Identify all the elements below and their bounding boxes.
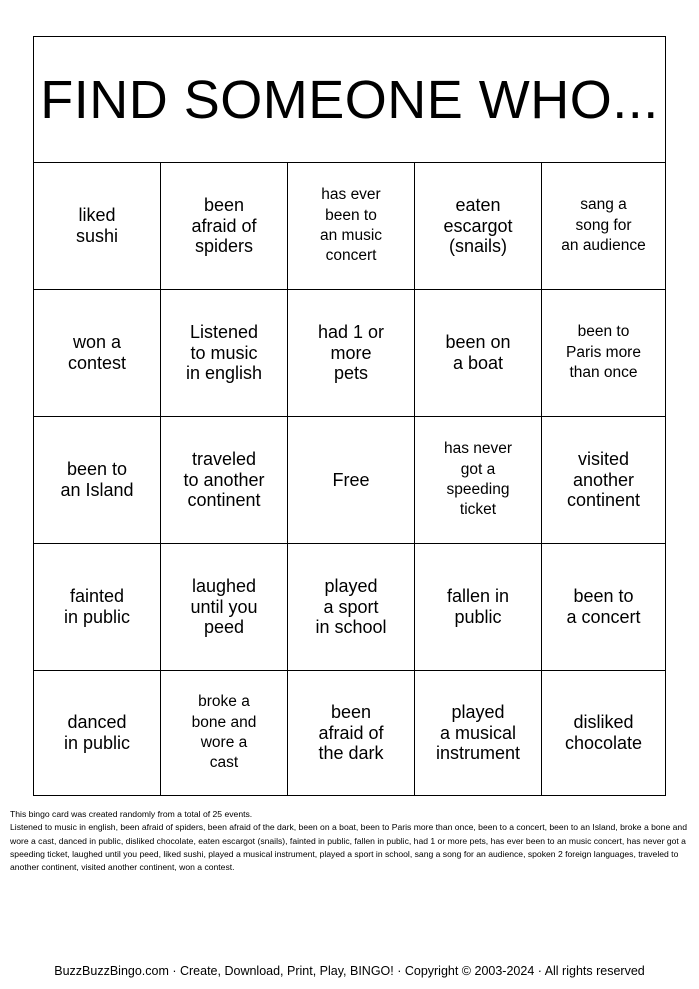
bingo-cell bbox=[542, 671, 665, 795]
events-list: Listened to music in english, been afraid of spiders, been afraid of the dark, been on a boat, been to Paris more than once, been to a concert, been to an Island, broke a bone and wore a cast, danced in public, disliked chocolate, eaten escargot (snails), fainted in public, fallen in public, had 1 or more pets, has ever been to an music concert, has never got a speeding ticket, laughed until you peed, liked sushi, played a musical instrument, played a sport in school, sang a song for an audience, spoken 2 foreign languages, traveled to another continent, visited another continent, won a contest. bbox=[10, 822, 687, 873]
bingo-cell bbox=[34, 163, 161, 290]
card-description bbox=[10, 808, 688, 875]
bingo-cell bbox=[542, 417, 665, 544]
bingo-cell-text: been to an Island bbox=[60, 459, 134, 500]
bingo-cell bbox=[542, 544, 665, 671]
bingo-cell-text: liked sushi bbox=[75, 205, 119, 246]
bingo-cell-text: disliked chocolate bbox=[564, 712, 643, 753]
bingo-cell-text: traveled to another continent bbox=[183, 448, 265, 511]
bingo-card bbox=[33, 36, 666, 796]
bingo-cell bbox=[415, 290, 542, 417]
site-footer[interactable]: BuzzBuzzBingo.com · Create, Download, Print, Play, BINGO! · Copyright © 2003-2024 · All rights reserved bbox=[54, 964, 645, 978]
bingo-cell-text: been to Paris more than once bbox=[566, 323, 641, 382]
bingo-grid bbox=[34, 163, 665, 795]
bingo-cell-text: has never got a speeding ticket bbox=[443, 440, 513, 519]
bingo-cell bbox=[161, 290, 288, 417]
bingo-cell bbox=[161, 671, 288, 795]
bingo-cell-text: laughed until you peed bbox=[190, 575, 258, 638]
bingo-cell-text: broke a bone and wore a cast bbox=[191, 693, 257, 772]
bingo-cell bbox=[161, 417, 288, 544]
bingo-cell-text: been to a concert bbox=[566, 586, 641, 627]
card-title: FIND SOMEONE WHO... bbox=[40, 69, 659, 130]
bingo-cell-text: played a sport in school bbox=[315, 575, 387, 638]
bingo-cell bbox=[415, 544, 542, 671]
bingo-cell-text: eaten escargot (snails) bbox=[443, 194, 513, 257]
bingo-cell-text: won a contest bbox=[67, 332, 127, 373]
bingo-cell bbox=[34, 671, 161, 795]
bingo-cell-text: played a musical instrument bbox=[435, 701, 521, 764]
bingo-cell-text: fainted in public bbox=[63, 586, 131, 627]
bingo-cell bbox=[415, 163, 542, 290]
bingo-cell bbox=[288, 290, 415, 417]
events-intro: This bingo card was created randomly from a total of 25 events. bbox=[10, 809, 253, 819]
bingo-cell-text: been on a boat bbox=[445, 332, 511, 373]
bingo-cell-text: visited another continent bbox=[566, 448, 641, 511]
bingo-cell-text: Listened to music in english bbox=[185, 321, 263, 384]
bingo-cell-text: has ever been to an music concert bbox=[319, 186, 383, 265]
bingo-cell bbox=[542, 163, 665, 290]
bingo-cell-text: Free bbox=[332, 469, 370, 490]
bingo-cell bbox=[161, 544, 288, 671]
bingo-cell bbox=[34, 290, 161, 417]
bingo-cell-text: had 1 or more pets bbox=[317, 321, 385, 384]
bingo-cell bbox=[288, 544, 415, 671]
bingo-cell-text: danced in public bbox=[63, 712, 131, 753]
bingo-cell-text: been afraid of spiders bbox=[191, 194, 257, 257]
bingo-cell bbox=[542, 290, 665, 417]
card-title-cell bbox=[34, 37, 665, 163]
bingo-cell bbox=[415, 417, 542, 544]
bingo-cell bbox=[161, 163, 288, 290]
bingo-cell-text: been afraid of the dark bbox=[318, 701, 384, 764]
bingo-cell bbox=[288, 417, 415, 544]
bingo-cell-text: fallen in public bbox=[446, 586, 510, 627]
bingo-cell bbox=[34, 417, 161, 544]
bingo-cell bbox=[415, 671, 542, 795]
bingo-cell bbox=[34, 544, 161, 671]
bingo-cell-text: sang a song for an audience bbox=[561, 196, 646, 255]
bingo-cell bbox=[288, 671, 415, 795]
bingo-cell bbox=[288, 163, 415, 290]
